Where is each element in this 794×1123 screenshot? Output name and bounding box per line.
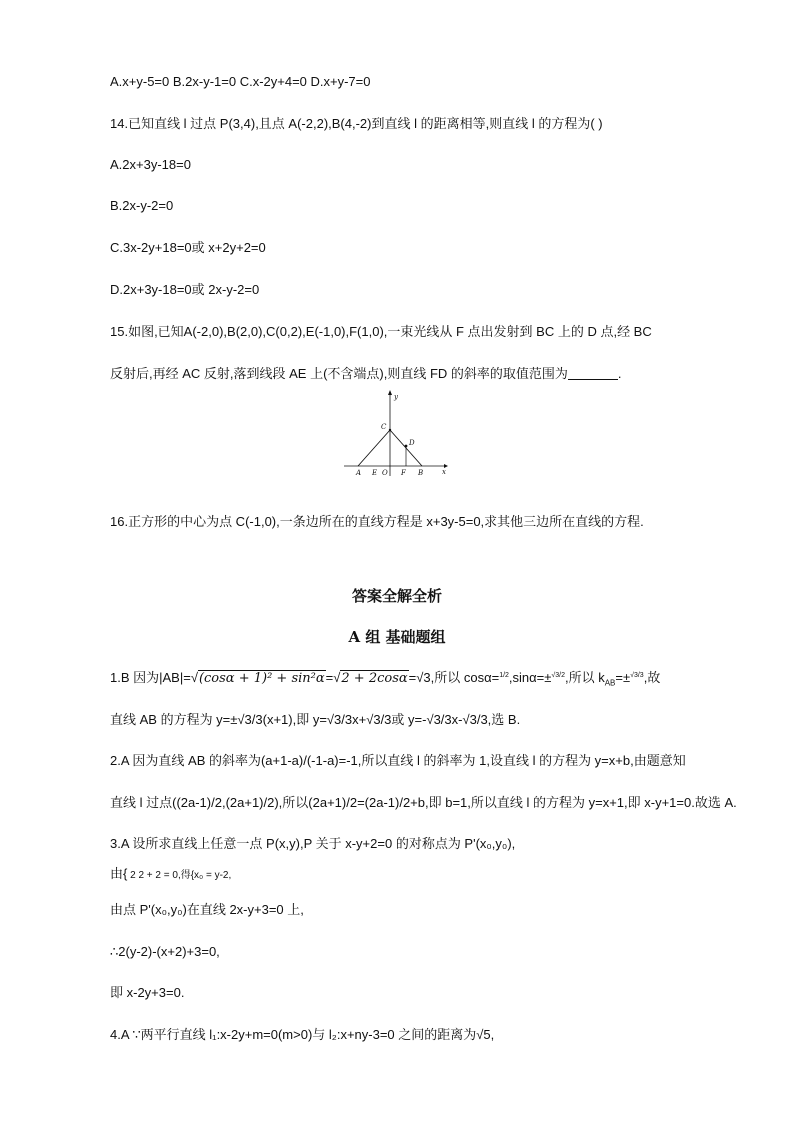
- label-o: O: [382, 469, 388, 477]
- q13-options: A.x+y-5=0 B.2x-y-1=0 C.x-2y+4=0 D.x+y-7=0: [110, 74, 371, 89]
- answer-blank: [568, 367, 618, 380]
- q15-line2: [110, 366, 622, 382]
- q14-option-a: A.2x+3y-18=0: [110, 157, 191, 172]
- a1-frac-1: 1/2: [499, 672, 509, 679]
- label-x: x: [442, 468, 446, 476]
- sqrt-sign-2: √: [333, 670, 341, 685]
- a1-keq: =±: [615, 670, 631, 685]
- label-e: E: [372, 469, 378, 477]
- label-d: D: [409, 439, 415, 447]
- a1-end: ,故: [643, 670, 661, 685]
- q16: 16.正方形的中心为点 C(-1,0),一条边所在的直线方程是 x+3y-5=0,求其他三边所在直线的方程.: [110, 514, 644, 529]
- a1-frac-2: √3/2: [551, 672, 565, 679]
- a3-brace: 由{: [110, 866, 128, 881]
- a1-mid: =√3,所以 cosα=: [408, 670, 500, 685]
- answer-3-line5: 即 x-2y+3=0.: [110, 985, 185, 1000]
- sqrt-sign: √: [190, 670, 198, 685]
- q14-option-d: D.2x+3y-18=0或 2x-y-2=0: [110, 282, 260, 297]
- label-y: y: [394, 393, 398, 401]
- a1-prefix: 1.B 因为|AB|=: [110, 670, 191, 685]
- q14-stem: 14.已知直线 l 过点 P(3,4),且点 A(-2,2),B(4,-2)到直线 l 的距离相等,则直线 l 的方程为( ): [110, 116, 603, 131]
- answer-1-line1: [110, 670, 660, 692]
- label-a: A: [356, 469, 362, 477]
- label-f: F: [401, 469, 406, 477]
- answer-3-line2: [110, 866, 231, 884]
- a1-equals: =: [325, 670, 334, 685]
- answer-3-line4: ∴2(y-2)-(x+2)+3=0,: [110, 944, 220, 959]
- answers-title: 答案全解全析: [351, 587, 442, 605]
- a1-sin: ,sinα=±: [508, 670, 552, 685]
- answer-3-line3: 由点 P'(x₀,y₀)在直线 2x-y+3=0 上,: [110, 902, 304, 917]
- q14-option-b: B.2x-y-2=0: [110, 198, 174, 213]
- segment-ac: [358, 430, 390, 466]
- a3-system: 2 2 + 2 = 0,得{x₀ = y-2,: [127, 870, 232, 881]
- q15-line1: 15.如图,已知A(-2,0),B(2,0),C(0,2),E(-1,0),F(1,0),一束光线从 F 点出发射到 BC 上的 D 点,经 BC: [110, 324, 652, 339]
- label-b: B: [418, 469, 424, 477]
- a1-radicand-1: (cosα + 1)² + sin²α: [198, 671, 325, 686]
- a1-frac-3: √3/3: [630, 672, 644, 679]
- a1-k: ,所以 k: [564, 670, 605, 685]
- geometry-figure: [340, 388, 452, 480]
- answer-3-line1: 3.A 设所求直线上任意一点 P(x,y),P 关于 x-y+2=0 的对称点为 P'(x₀,y₀),: [110, 836, 516, 851]
- y-axis-arrow: [388, 390, 392, 395]
- point-d: [405, 445, 408, 448]
- label-c: C: [381, 423, 387, 431]
- a1-radicand-2: 2 + 2cosα: [341, 671, 408, 686]
- answer-1-line2: 直线 AB 的方程为 y=±√3/3(x+1),即 y=√3/3x+√3/3或 y=-√3/3x-√3/3,选 B.: [110, 712, 521, 727]
- answer-2-line1: 2.A 因为直线 AB 的斜率为(a+1-a)/(-1-a)=-1,所以直线 l 的斜率为 1,设直线 l 的方程为 y=x+b,由题意知: [110, 753, 686, 768]
- group-title: A 组 基础题组: [348, 628, 446, 646]
- answer-4-line1: 4.A ∵两平行直线 l₁:x-2y+m=0(m>0)与 l₂:x+ny-3=0 之间的距离为√5,: [110, 1027, 495, 1042]
- point-c: [389, 429, 391, 431]
- answer-2-line2: 直线 l 过点((2a-1)/2,(2a+1)/2),所以(2a+1)/2=(2a-1)/2+b,即 b=1,所以直线 l 的方程为 y=x+1,即 x-y+1=0.故选 A.: [110, 795, 737, 810]
- q14-option-c: C.3x-2y+18=0或 x+2y+2=0: [110, 240, 266, 255]
- q15-line2-end: .: [617, 366, 622, 381]
- a1-k-sub: AB: [604, 678, 616, 688]
- q15-line2-text: 反射后,再经 AC 反射,落到线段 AE 上(不含端点),则直线 FD 的斜率的取值范围为: [110, 366, 568, 381]
